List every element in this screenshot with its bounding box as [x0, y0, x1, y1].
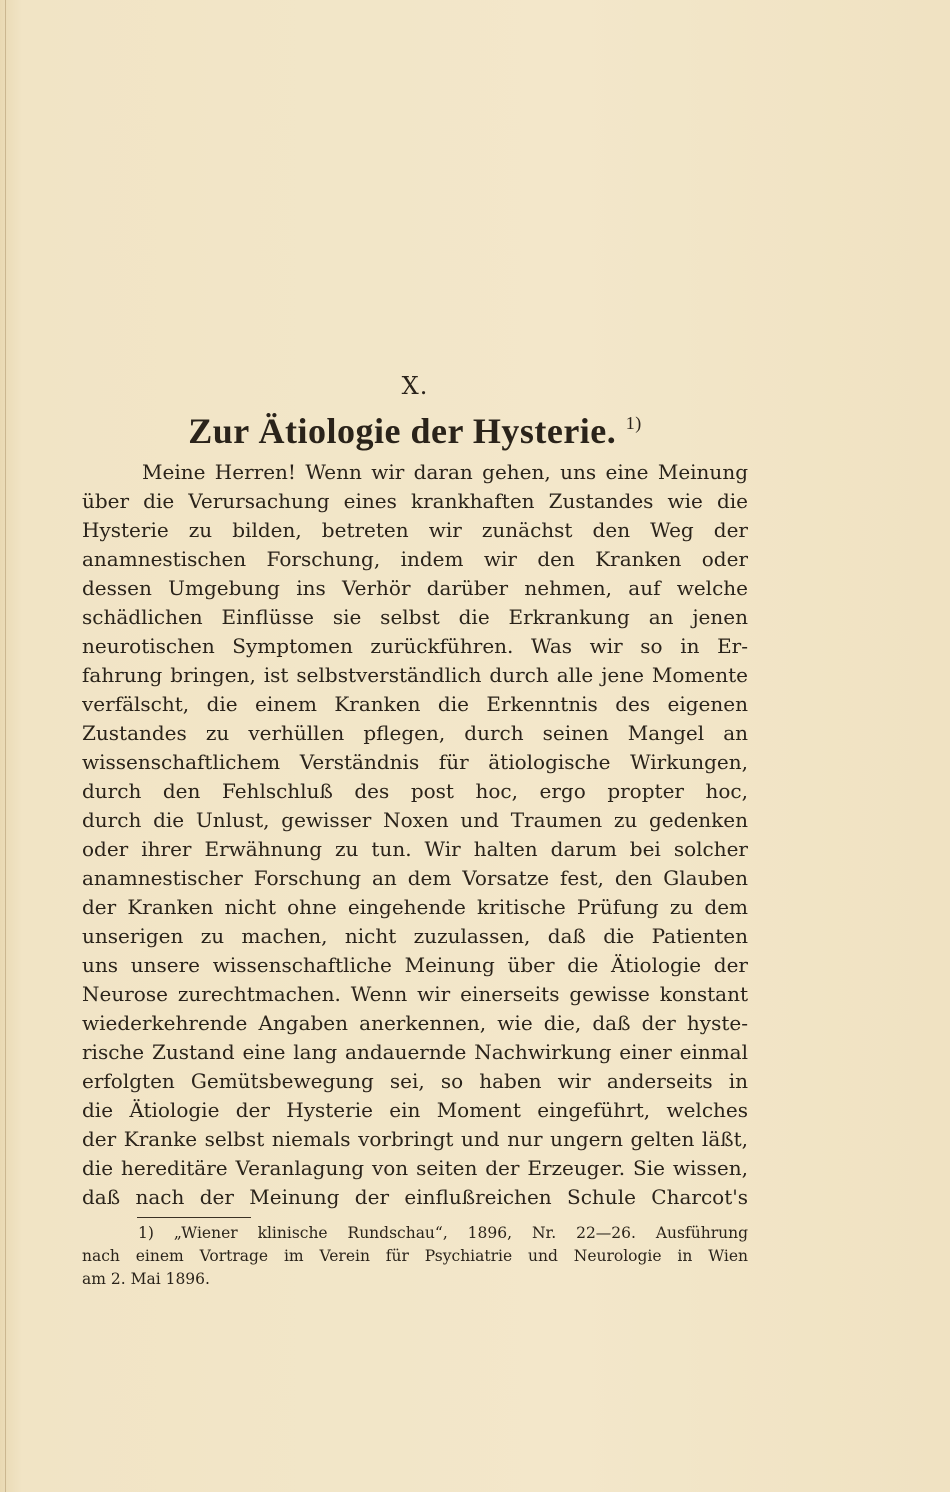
text-line: wissenschaftlichem Verständnis für ätiologische Wirkungen,: [82, 750, 748, 774]
footnote-line: 1) „Wiener klinische Rundschau“, 1896, Nr. 22—26. Ausführung: [138, 1224, 748, 1242]
text-line: erfolgten Gemütsbewegung sei, so haben wir anderseits in: [82, 1069, 748, 1093]
text-line: anamnestischen Forschung, indem wir den Kranken oder: [82, 547, 748, 571]
footnote-line: am 2. Mai 1896.: [82, 1270, 210, 1288]
page-edge-line: [5, 0, 6, 1492]
text-line: Hysterie zu bilden, betreten wir zunächst den Weg der: [82, 518, 748, 542]
text-line: schädlichen Einflüsse sie selbst die Erkrankung an jenen: [82, 605, 748, 629]
footnotes: [82, 1222, 748, 1291]
footnote-reference: 1): [625, 413, 642, 433]
text-line: wiederkehrende Angaben anerkennen, wie die, daß der hyste-: [82, 1011, 748, 1035]
chapter-number: X.: [401, 372, 429, 400]
text-line: daß nach der Meinung der einflußreichen Schule Charcot's: [82, 1185, 748, 1209]
text-line: der Kranken nicht ohne eingehende kritische Prüfung zu dem: [82, 895, 748, 919]
text-line: oder ihrer Erwähnung zu tun. Wir halten darum bei solcher: [82, 837, 748, 861]
text-line: uns unsere wissenschaftliche Meinung über die Ätiologie der: [82, 953, 748, 977]
text-line: die hereditäre Veranlagung von seiten der Erzeuger. Sie wissen,: [82, 1156, 748, 1180]
text-line: dessen Umgebung ins Verhör darüber nehmen, auf welche: [82, 576, 748, 600]
chapter-title: [82, 410, 748, 452]
footnote-divider: [137, 1217, 251, 1218]
text-line: durch die Unlust, gewisser Noxen und Traumen zu gedenken: [82, 808, 748, 832]
text-line: durch den Fehlschluß des post hoc, ergo propter hoc,: [82, 779, 748, 803]
footnote-line: nach einem Vortrage im Verein für Psychiatrie und Neurologie in Wien: [82, 1247, 748, 1265]
text-line: Meine Herren! Wenn wir daran gehen, uns eine Meinung: [142, 460, 748, 484]
text-line: die Ätiologie der Hysterie ein Moment eingeführt, welches: [82, 1098, 748, 1122]
text-line: verfälscht, die einem Kranken die Erkenntnis des eigenen: [82, 692, 748, 716]
chapter-title-text: Zur Ätiologie der Hysterie.: [188, 411, 617, 451]
text-line: unserigen zu machen, nicht zuzulassen, daß die Patienten: [82, 924, 748, 948]
text-line: der Kranke selbst niemals vorbringt und nur ungern gelten läßt,: [82, 1127, 748, 1151]
text-line: über die Verursachung eines krankhaften Zustandes wie die: [82, 489, 748, 513]
text-line: Zustandes zu verhüllen pflegen, durch seinen Mangel an: [82, 721, 748, 745]
text-line: Neurose zurechtmachen. Wenn wir einerseits gewisse konstant: [82, 982, 748, 1006]
text-line: anamnestischer Forschung an dem Vorsatze fest, den Glauben: [82, 866, 748, 890]
body-text: [82, 458, 748, 1212]
text-line: neurotischen Symptomen zurückführen. Was wir so in Er-: [82, 634, 748, 658]
text-line: rische Zustand eine lang andauernde Nachwirkung einer einmal: [82, 1040, 748, 1064]
text-line: fahrung bringen, ist selbstverständlich durch alle jene Momente: [82, 663, 748, 687]
